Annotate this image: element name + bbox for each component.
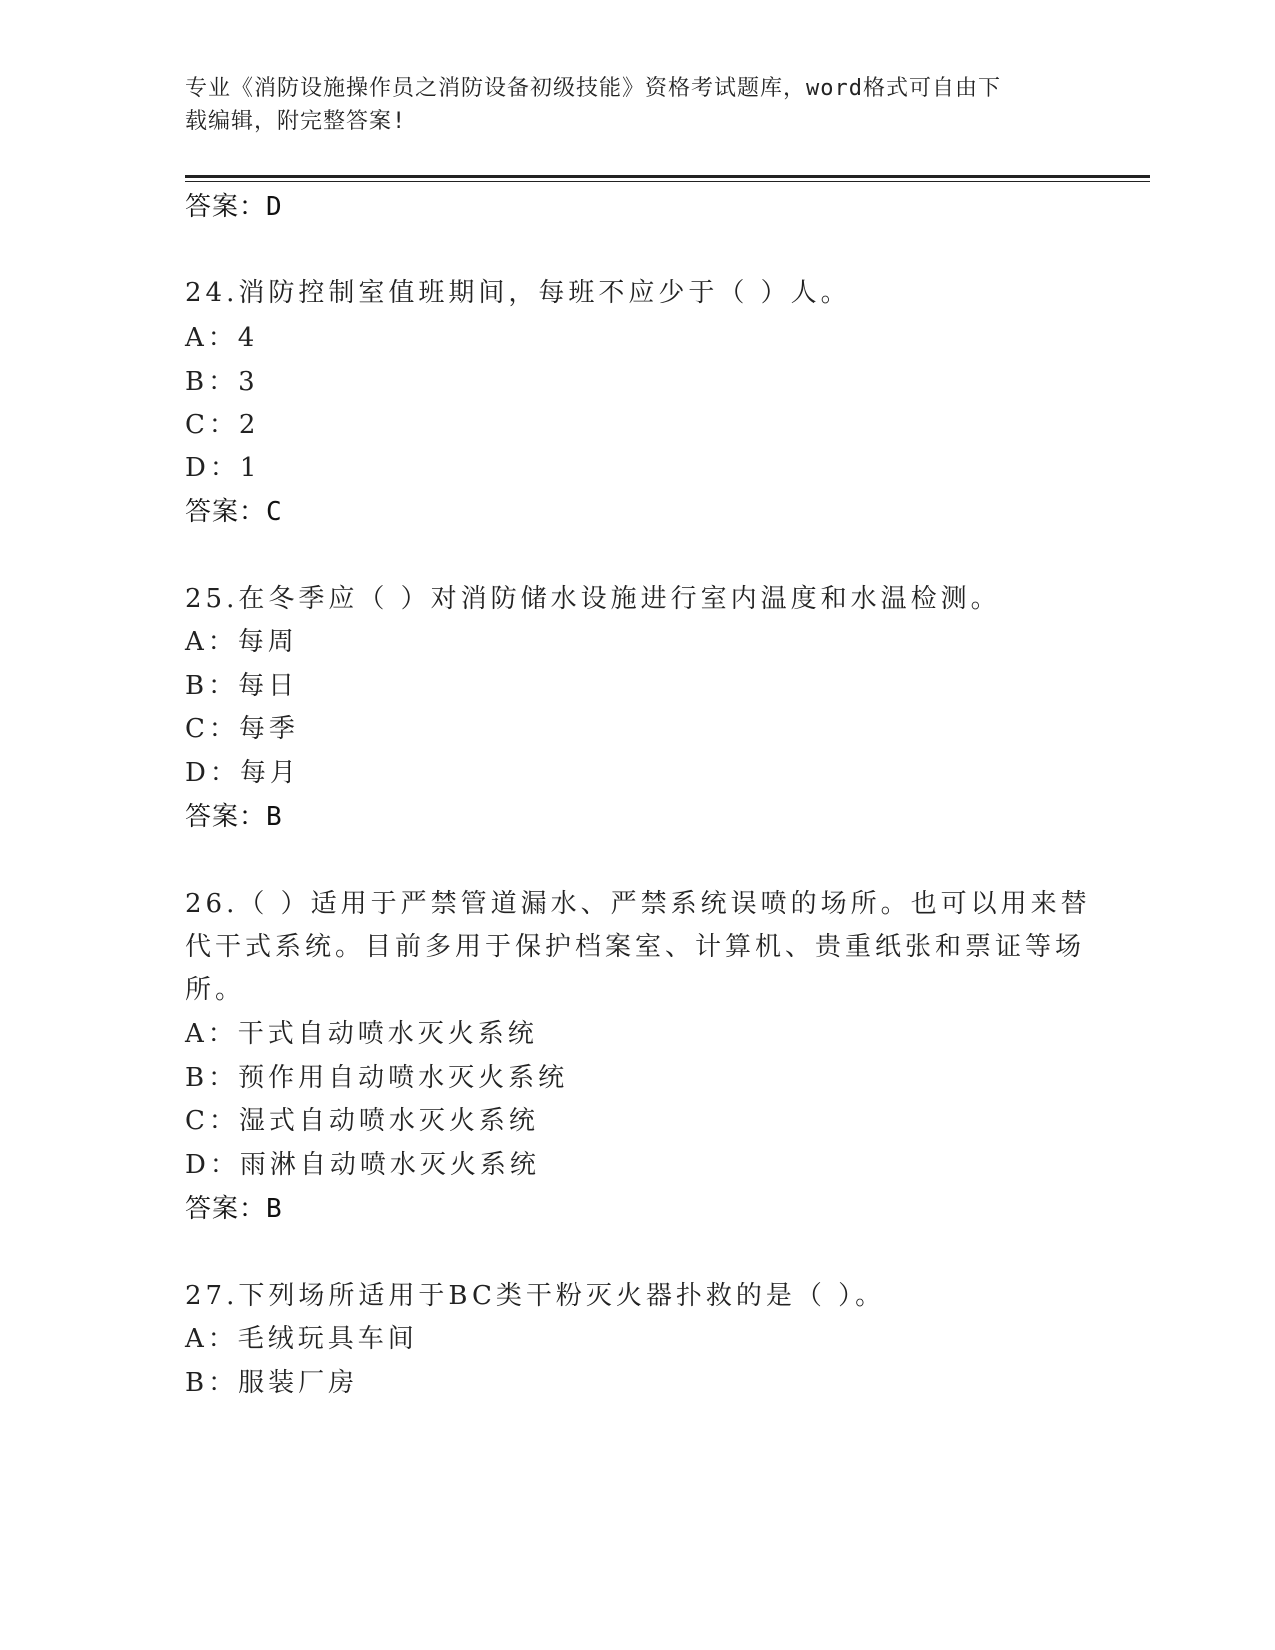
option-a: A：干式自动喷水灭火系统 [185, 1019, 538, 1049]
option-a: A：4 [185, 323, 259, 353]
option-b: B：每日 [185, 671, 299, 701]
page-header [185, 72, 1075, 138]
question-text: 代干式系统。目前多用于保护档案室、计算机、贵重纸张和票证等场 [185, 932, 1086, 962]
option-a: A：毛绒玩具车间 [185, 1324, 418, 1354]
option-c: C：湿式自动喷水灭火系统 [185, 1106, 539, 1136]
option-d: D：雨淋自动喷水灭火系统 [185, 1150, 540, 1180]
option-b: B：预作用自动喷水灭火系统 [185, 1063, 569, 1093]
answer-line: 答案：D [185, 192, 283, 222]
header-rule-thin [185, 181, 1150, 182]
option-b: B：3 [185, 367, 259, 397]
answer-line: 答案：C [185, 497, 283, 527]
question-text: 26.（ ）适用于严禁管道漏水、严禁系统误喷的场所。也可以用来替 [185, 889, 1091, 919]
answer-line: 答案：B [185, 1194, 283, 1224]
option-c: C：2 [185, 410, 260, 440]
option-d: D：1 [185, 453, 261, 483]
option-c: C：每季 [185, 714, 299, 744]
question-text: 24.消防控制室值班期间，每班不应少于（ ）人。 [185, 278, 851, 308]
option-a: A：每周 [185, 627, 298, 657]
option-b: B：服装厂房 [185, 1368, 359, 1398]
answer-line: 答案：B [185, 802, 283, 832]
question-text: 27.下列场所适用于BC类干粉灭火器扑救的是（ ）。 [185, 1281, 886, 1311]
header-rule [185, 175, 1150, 178]
question-text: 25.在冬季应（ ）对消防储水设施进行室内温度和水温检测。 [185, 584, 1001, 614]
question-text: 所。 [185, 975, 246, 1005]
option-d: D：每月 [185, 758, 300, 788]
header-line-2: 载编辑，附完整答案! [185, 109, 407, 134]
header-line-1: 专业《消防设施操作员之消防设备初级技能》资格考试题库，word格式可自由下 [185, 76, 1001, 101]
